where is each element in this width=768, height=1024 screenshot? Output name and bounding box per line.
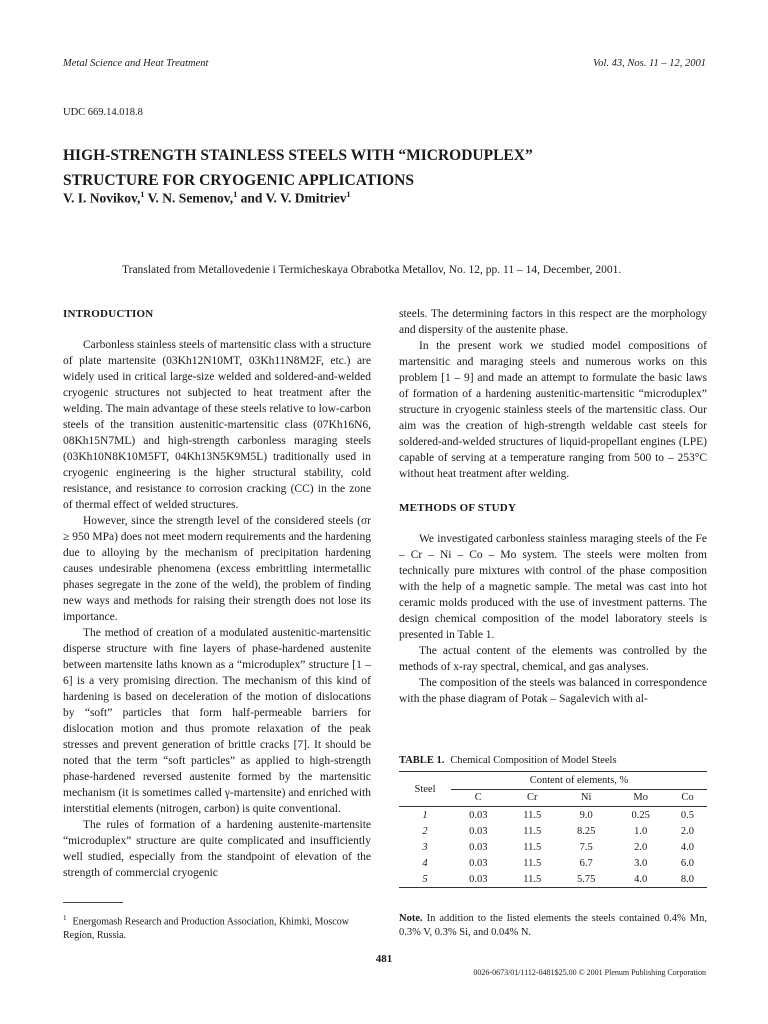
column-header: Ni	[580, 792, 592, 804]
paragraph: The method of creation of a modulated austenitic-martensitic disperse structure with fine layers of phase-hardened austenite between martensite laths known as a “microduplex” structure [1 – 6] is a very promising direction. The mechanism of this kind of hardening is based on deceleration of the motion of dislocations by “soft” particles that form half-permeable barriers for dislocation motion and thus promote relaxation of the peak stresses and prevent generation of brittle cracks [7]. It should be noted that the term “soft particles” as applied to high-strength phase-hardened reversed austenite formed by the martensitic mechanism (it is sometimes called γ-martensite) and enriched with interstitial elements (nitrogen, carbon) is quite conventional.	[63, 627, 371, 815]
copyright-line: 0026-0673/01/1112-0481$25.00 © 2001 Plenum Publishing Corporation	[473, 968, 706, 977]
udc-code: UDC 669.14.018.8	[63, 107, 143, 118]
table-caption	[399, 755, 617, 766]
title-line-2: STRUCTURE FOR CRYOGENIC APPLICATIONS	[63, 172, 414, 189]
table-cell: 8.25	[576, 825, 596, 837]
note-label: Note.	[399, 913, 423, 924]
table-cell: 0.03	[469, 873, 488, 885]
table-title: Chemical Composition of Model Steels	[450, 755, 617, 766]
section-heading-methods: METHODS OF STUDY	[399, 502, 517, 514]
paragraph: We investigated carbonless stainless maraging steels of the Fe – Cr – Ni – Co – Mo system. The steels were molten from technically pure mixtures with control of the phase composition with the help of a magnetic sample. The metal was cast into hot ceramic molds produced with the use of investment patterns. The design chemical composition of the model laboratory steels is presented in Table 1.	[399, 533, 707, 641]
author-3: and V. V. Dmitriev	[240, 190, 347, 206]
table-row	[399, 871, 707, 888]
table-cell: 8.0	[680, 873, 695, 885]
table-cell: 1.0	[634, 825, 648, 837]
table-row	[399, 807, 707, 824]
article-title	[63, 143, 533, 193]
paragraph: Carbonless stainless steels of martensitic class with a structure of plate martensite (03Kh12N10MT, 03Kh11N8M2F, etc.) are widely used in critical large-size welded and soldered-and-welded cryogenic structures not subjected to heat treatment after the welding. The main advantage of these steels relative to low-carbon steels of the transition austenitic-martensitic class (07Kh16N6, 08Kh15N7ML) and high-strength carbonless maraging steels (03Kh10N8K10M5FT, 04Kh13N5K9M5L) traditionally used in cryogenic engineering is the higher structural stability, cold resistance, and resistance to corrosion cracking (CC) in the zone of thermal effect of welded structures.	[63, 339, 371, 511]
table-label: TABLE 1.	[399, 755, 445, 766]
table-cell: 0.03	[469, 857, 488, 869]
composition-table	[399, 771, 707, 888]
paragraph: steels. The determining factors in this respect are the morphology and dispersity of the austenite phase.	[399, 308, 707, 336]
table-stub-header: Steel	[399, 772, 451, 807]
author-1-affiliation: 1	[140, 190, 145, 199]
table-cell: 0.25	[613, 807, 668, 824]
table-row	[399, 855, 707, 871]
column-header: Cr	[526, 792, 538, 804]
table-cell: 3.0	[634, 857, 648, 869]
table-cell: 1	[399, 807, 451, 824]
author-2: V. N. Semenov,	[147, 190, 234, 206]
author-3-affiliation: 1	[346, 190, 351, 199]
author-1: V. I. Novikov,	[63, 190, 141, 206]
table-group-header: Content of elements, %	[451, 772, 707, 790]
table-cell: 11.5	[523, 841, 542, 853]
table-cell: 4.0	[634, 873, 648, 885]
table-cell: 0.03	[451, 807, 506, 824]
title-line-1: HIGH-STRENGTH STAINLESS STEELS WITH “MICRODUPLEX”	[63, 147, 533, 164]
paragraph: In the present work we studied model compositions of martensitic and maraging steels and numerous works on this problem [1 – 9] and made an attempt to formulate the basic laws of formation of a hardening austenitic-martensitic “microduplex” structure in cryogenic stainless steels of the martensitic class. Our aim was the creation of high-strength weldable cast steels for soldered-and-welded structures of liquid-propellant engines (LPE) capable of serving at a temperature ranging from 500 to – 253°C without heat treatment after welding.	[399, 340, 707, 480]
table-row	[399, 823, 707, 839]
table-cell: 11.5	[523, 857, 542, 869]
table-cell: 2	[422, 825, 428, 837]
footnote-text: Energomash Research and Production Association, Khimki, Moscow Region, Russia.	[63, 916, 349, 942]
authors	[63, 190, 350, 207]
table-cell: 4.0	[680, 841, 695, 853]
note-text: In addition to the listed elements the steels contained 0.4% Mn, 0.3% V, 0.3% Si, and 0.04% N.	[399, 913, 707, 938]
author-2-affiliation: 1	[233, 190, 238, 199]
table-cell: 5.75	[576, 873, 596, 885]
page-number: 481	[375, 953, 393, 965]
translation-note: Translated from Metallovedenie i Termicheskaya Obrabotka Metallov, No. 12, pp. 11 – 14, December, 2001.	[122, 264, 622, 276]
table-cell: 5	[422, 873, 428, 885]
footnote-mark: 1	[63, 914, 67, 922]
table-cell: 3	[422, 841, 428, 853]
table-row	[399, 839, 707, 855]
volume-info: Vol. 43, Nos. 11 – 12, 2001	[593, 58, 706, 69]
table-cell: 6.7	[579, 857, 593, 869]
paragraph: The rules of formation of a hardening austenite-martensite “microduplex” structure are quite complicated and insufficiently well studied, especially from the standpoint of elevation of the strength of commercial cryogenic	[63, 819, 371, 879]
column-header: Co	[681, 792, 694, 804]
table-cell: 2.0	[634, 841, 648, 853]
table-cell: 11.5	[523, 873, 542, 885]
footnote	[63, 911, 371, 943]
table-cell: 6.0	[680, 857, 695, 869]
table-cell: 2.0	[680, 825, 695, 837]
footnote-divider	[63, 902, 123, 903]
table-cell: 0.03	[469, 841, 488, 853]
table-note	[399, 912, 707, 940]
paragraph: However, since the strength level of the considered steels (σr ≥ 950 MPa) does not meet modern requirements and the hardening due to alloying by the mechanism of precipitation hardening causes undesirable phenomena (excess embrittling intermetallic phases segregate in the zone of the weld), the problem of finding new ways and methods for raising their strength does not lose its importance.	[63, 515, 371, 623]
column-header: C	[474, 792, 482, 804]
section-heading-introduction: INTRODUCTION	[63, 308, 154, 320]
table-cell: 9.0	[559, 807, 614, 824]
right-column	[399, 306, 707, 707]
table-cell: 7.5	[579, 841, 593, 853]
paragraph: The composition of the steels was balanced in correspondence with the phase diagram of Potak – Sagalevich with al-	[399, 677, 707, 705]
column-header: Mo	[633, 792, 648, 804]
journal-name: Metal Science and Heat Treatment	[63, 58, 209, 69]
table-cell: 0.5	[668, 807, 707, 824]
left-column	[63, 306, 371, 881]
table-cell: 4	[422, 857, 428, 869]
table-cell: 11.5	[506, 807, 559, 824]
paragraph: The actual content of the elements was controlled by the methods of x-ray spectral, chemical, and gas analyses.	[399, 645, 707, 673]
table-cell: 11.5	[523, 825, 542, 837]
table-cell: 0.03	[469, 825, 488, 837]
